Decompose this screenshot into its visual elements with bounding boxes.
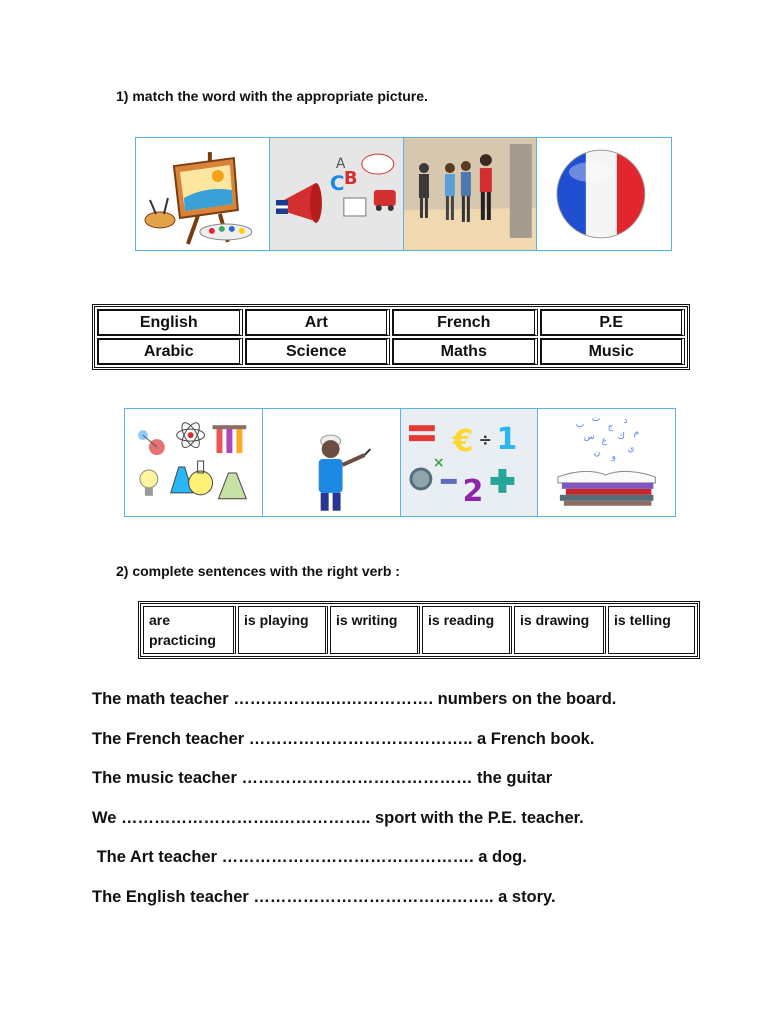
verb-is-playing: is playing (238, 606, 328, 654)
svg-text:ك: ك (617, 432, 625, 443)
svg-text:ن: ن (593, 448, 601, 459)
svg-text:س: س (583, 432, 595, 443)
science-lab-icon (125, 409, 263, 516)
word-pe: P.E (540, 309, 686, 336)
svg-text:×: × (432, 454, 444, 471)
verbs-table (138, 601, 700, 659)
question-2-title: 2) complete sentences with the right verb : (116, 563, 400, 579)
english-megaphone-icon (270, 138, 404, 250)
svg-text:ي: ي (627, 444, 635, 455)
sentence-6: The English teacher …………………………………….. a story. (92, 888, 556, 906)
bottom-picture-strip (124, 408, 676, 517)
sentence-3: The music teacher …………………………………… the guitar (92, 769, 553, 787)
svg-text:د: د (623, 416, 628, 427)
sentence-4: We ………………………..…………….. sport with the P.E. teacher. (92, 809, 584, 827)
svg-text:ب: ب (575, 420, 584, 431)
svg-text:B: B (343, 168, 358, 190)
word-arabic: Arabic (97, 338, 243, 365)
svg-text:1: 1 (495, 422, 517, 458)
svg-text:ت: ت (591, 414, 600, 425)
easel-painting-icon (136, 138, 270, 250)
sentence-2: The French teacher ………………………………….. a French book. (92, 730, 595, 748)
svg-text:م: م (633, 428, 639, 439)
sentence-1: The math teacher ……………..….……………. numbers on the board. (92, 690, 617, 708)
svg-text:ع: ع (601, 436, 607, 447)
sentence-5: The Art teacher ………………………………………. a dog. (92, 848, 527, 866)
word-maths: Maths (392, 338, 538, 365)
svg-text:÷: ÷ (478, 430, 492, 450)
verb-is-telling: is telling (608, 606, 695, 654)
subjects-word-table (92, 304, 690, 370)
svg-text:€: € (452, 424, 473, 460)
french-flag-icon (537, 138, 671, 250)
math-symbols-icon (401, 409, 538, 516)
verb-is-reading: is reading (422, 606, 512, 654)
word-music: Music (540, 338, 686, 365)
verb-is-drawing: is drawing (514, 606, 606, 654)
word-art: Art (245, 309, 391, 336)
teacher-pointing-icon (263, 409, 400, 516)
svg-text:C: C (329, 171, 345, 196)
question-1-title: 1) match the word with the appropriate picture. (116, 88, 428, 104)
word-science: Science (245, 338, 391, 365)
svg-text:و: و (611, 452, 616, 463)
svg-text:A: A (335, 156, 346, 173)
word-english: English (97, 309, 243, 336)
top-picture-strip (135, 137, 672, 251)
arabic-book-icon (538, 409, 675, 516)
verb-are-practicing: are practicing (143, 606, 236, 654)
running-students-icon (404, 138, 538, 250)
svg-text:2: 2 (462, 473, 483, 509)
svg-text:ج: ج (607, 422, 614, 433)
verb-is-writing: is writing (330, 606, 420, 654)
word-french: French (392, 309, 538, 336)
